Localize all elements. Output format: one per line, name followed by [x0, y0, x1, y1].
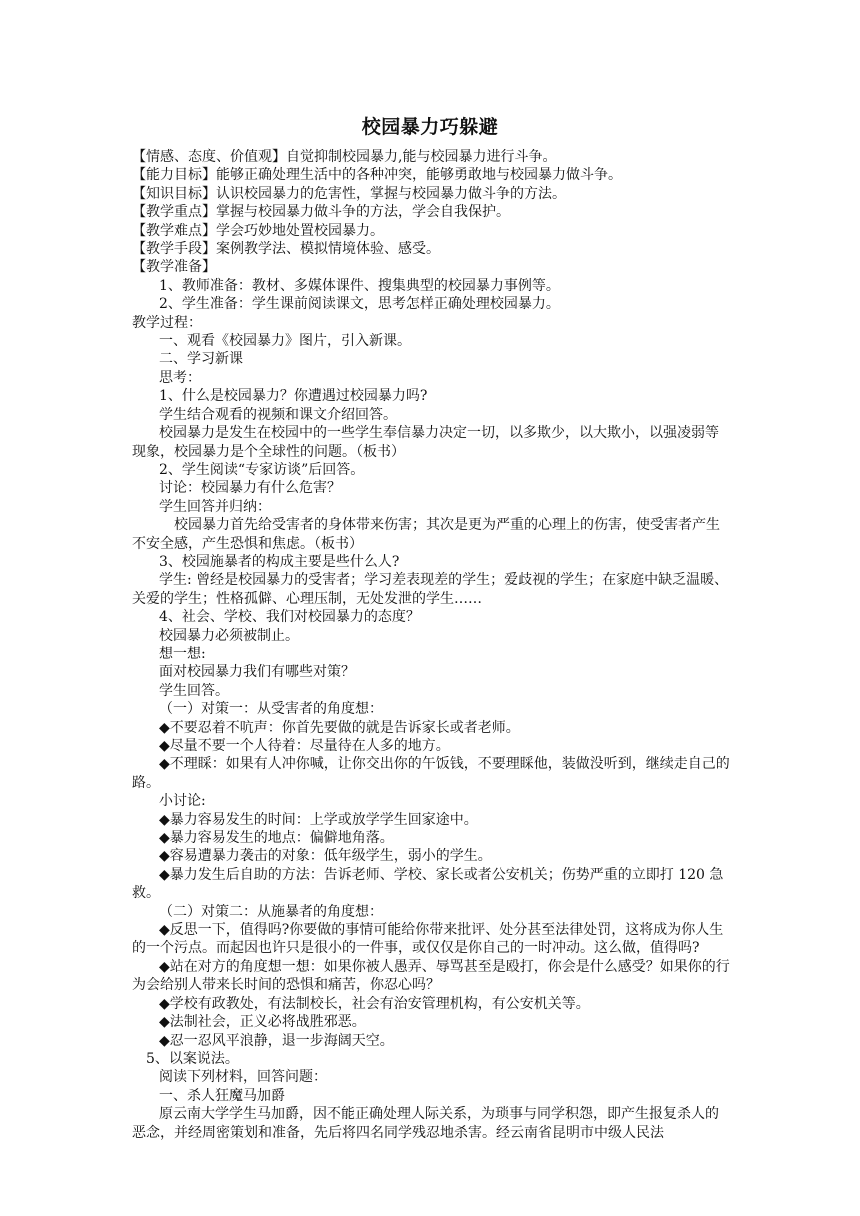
paragraph: 校园暴力是发生在校园中的一些学生奉信暴力决定一切，以多欺少，以大欺小，以强凌弱等现象，校园暴力是个全球性的问题。（板书） [132, 425, 719, 460]
paragraph: 2、学生阅读“专家访谈”后回答。 [159, 461, 365, 478]
paragraph: ◆尽量不要一个人待着：尽量待在人多的地方。 [159, 738, 450, 754]
paragraph: 4、社会、学校、我们对校园暴力的态度？ [159, 609, 420, 626]
paragraph: ◆法制社会，正义必将战胜邪恶。 [159, 1014, 366, 1031]
document-title: 校园暴力巧躲避 [361, 116, 499, 138]
paragraph: ◆学校有政教处，有法制校长，社会有治安管理机构，有公安机关等。 [159, 995, 590, 1012]
paragraph: 1、教师准备：教材、多媒体课件、搜集典型的校园暴力事例等。 [159, 277, 560, 294]
paragraph: 学生回答并归纳： [159, 498, 271, 515]
paragraph: 二、学习新课 [159, 351, 243, 368]
paragraph: 【能力目标】能够正确处理生活中的各种冲突，能够勇敢地与校园暴力做斗争。 [132, 167, 622, 184]
paragraph: 校园暴力必须被制止。 [159, 627, 299, 644]
paragraph: 1、什么是校园暴力？你遭遇过校园暴力吗? [159, 388, 428, 405]
paragraph: 面对校园暴力我们有哪些对策？ [159, 664, 355, 681]
paragraph: （一）对策一：从受害者的角度想： [159, 701, 383, 718]
paragraph: 想一想: [159, 645, 206, 662]
paragraph: ◆反思一下，值得吗?你要做的事情可能给你带来批评、处分甚至法律处罚，这将成为你人生的一个污点。而起因也许只是很小的一件事，或仅仅是你自己的一时冲动。这么做，值得吗? [132, 922, 724, 957]
paragraph: 学生: 曾经是校园暴力的受害者；学习差表现差的学生；爱歧视的学生；在家庭中缺乏温暖、关爱的学生；性格孤僻、心理压制，无处发泄的学生…… [132, 572, 729, 607]
paragraph: ◆忍一忍风平浪静，退一步海阔天空。 [159, 1032, 394, 1049]
document-body [132, 148, 732, 1142]
paragraph: 一、杀人狂魔马加爵 [159, 1087, 285, 1104]
paragraph: 3、校园施暴者的构成主要是些什么人? [159, 553, 400, 570]
paragraph: 【教学手段】案例教学法、模拟情境体验、感受。 [132, 241, 440, 258]
paragraph: 讨论：校园暴力有什么危害？ [159, 480, 341, 497]
paragraph: ◆暴力容易发生的地点：偏僻地角落。 [159, 830, 394, 847]
paragraph: 【知识目标】认识校园暴力的危害性，掌握与校园暴力做斗争的方法。 [132, 185, 566, 202]
paragraph: 原云南大学学生马加爵，因不能正确处理人际关系，为琐事与同学积怨，即产生报复杀人的恶念，并经周密策划和准备，先后将四名同学残忍地杀害。经云南省昆明市中级人民法 [132, 1106, 719, 1141]
paragraph: 学生结合观看的视频和课文介绍回答。 [159, 406, 397, 423]
paragraph: ◆不理睬：如果有人冲你喊，让你交出你的午饭钱，不要理睬他，装做没听到，继续走自己的路。 [132, 756, 730, 791]
paragraph: 2、学生准备：学生课前阅读课文，思考怎样正确处理校园暴力。 [159, 296, 560, 313]
paragraph: ◆暴力发生后自助的方法：告诉老师、学校、家长或者公安机关；伤势严重的立即打 120 急救。 [132, 866, 724, 902]
paragraph: 【教学难点】学会巧妙地处置校园暴力。 [132, 222, 384, 239]
paragraph: ◆暴力容易发生的时间：上学或放学学生回家途中。 [159, 811, 478, 828]
paragraph: 【情感、态度、价值观】自觉抑制校园暴力,能与校园暴力进行斗争。 [132, 149, 557, 165]
paragraph: 学生回答。 [159, 682, 229, 699]
paragraph: 教学过程： [132, 314, 202, 331]
paragraph: ◆不要忍着不吭声：你首先要做的就是告诉家长或者老师。 [159, 719, 520, 736]
paragraph: 5、以案说法。 [146, 1050, 239, 1067]
paragraph: 校园暴力首先给受害者的身体带来伤害；其次是更为严重的心理上的伤害，使受害者产生不安全感，产生恐惧和焦虑。（板书） [132, 517, 720, 552]
paragraph: 一、观看《校园暴力》图片，引入新课。 [159, 333, 411, 350]
paragraph: ◆容易遭暴力袭击的对象：低年级学生，弱小的学生。 [159, 848, 492, 865]
paragraph: 小讨论: [159, 793, 206, 810]
paragraph: 思考： [159, 369, 201, 386]
paragraph: 【教学准备】 [132, 259, 216, 276]
paragraph: 【教学重点】掌握与校园暴力做斗争的方法，学会自我保护。 [132, 204, 510, 221]
paragraph: 阅读下列材料，回答问题： [159, 1069, 327, 1086]
paragraph: ◆站在对方的角度想一想：如果你被人愚弄、辱骂甚至是殴打，你会是什么感受？如果你的行为会给别人带来长时间的恐惧和痛苦，你忍心吗？ [132, 958, 730, 994]
paragraph: （二）对策二：从施暴者的角度想： [159, 903, 383, 920]
